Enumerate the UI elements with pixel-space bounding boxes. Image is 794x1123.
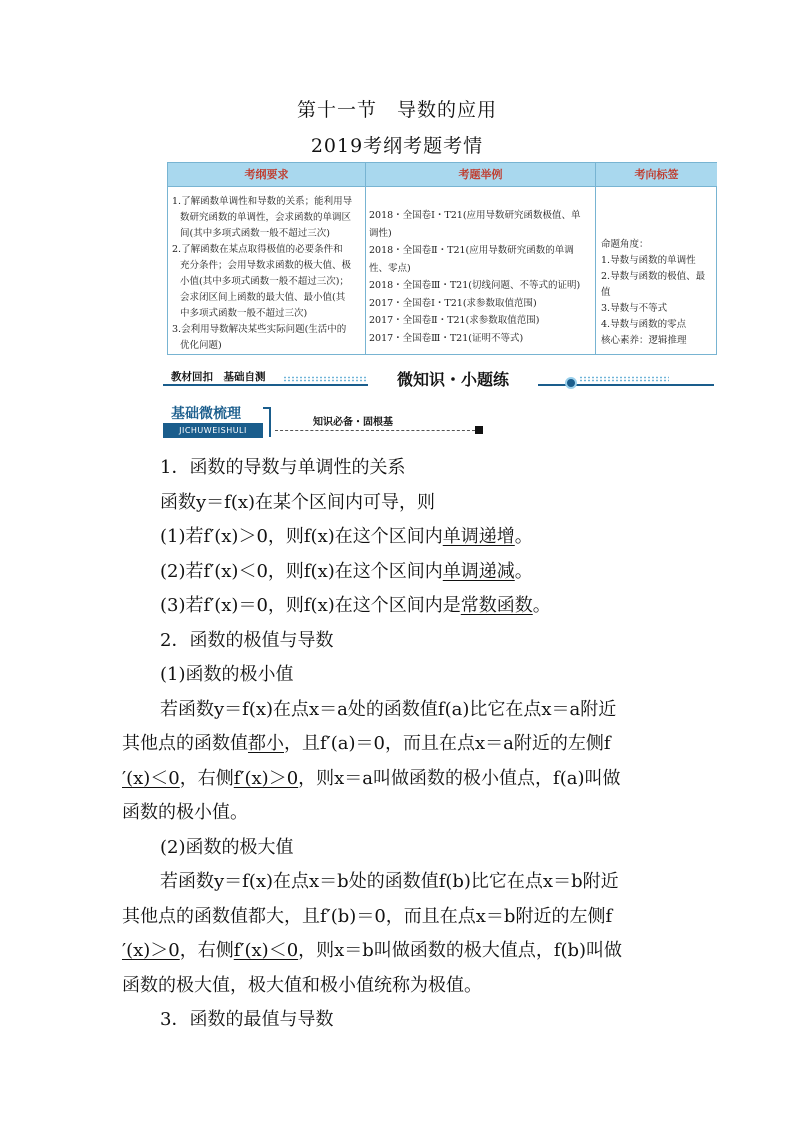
requirement-line: 1.了解函数单调性和导数的关系；能利用导 xyxy=(172,196,353,207)
tag-line: 1.导数与函数的单调性 xyxy=(601,255,696,266)
requirement-line: 中多项式函数一般不超过三次) xyxy=(180,308,308,319)
dashed-rule xyxy=(275,430,475,431)
requirement-line: 小值(其中多项式函数一般不超过三次)； xyxy=(180,276,349,287)
subheading: (1)函数的极小值 xyxy=(160,664,294,685)
dotted-decoration xyxy=(283,376,373,382)
text-span: 。 xyxy=(532,595,551,616)
answer-blank: 单调递减 xyxy=(442,560,515,582)
example-line: 2017・全国卷Ⅰ・T21(求参数取值范围) xyxy=(369,297,537,309)
section-title: 基础微梳理 xyxy=(171,406,241,422)
text-span: ，右侧 xyxy=(179,940,234,961)
answer-blank: f′(x)＞0 xyxy=(233,767,299,789)
text-span: 。 xyxy=(514,560,533,582)
text-span: (2)若f′(x)＜0，则f(x)在这个区间内 xyxy=(160,560,443,582)
bracket-decoration xyxy=(263,407,271,437)
heading-3: 3．函数的最值与导数 xyxy=(160,1009,334,1030)
text-span: 其他点的函数值 xyxy=(122,733,248,754)
example-line: 性、零点) xyxy=(369,262,411,274)
section-banner xyxy=(163,368,714,398)
example-line: 2018・全国卷Ⅲ・T21(切线问题、不等式的证明) xyxy=(369,280,581,291)
answer-blank: 都小 xyxy=(248,733,284,754)
requirement-line: 数研究函数的单调性，会求函数的单调区 xyxy=(180,212,352,223)
text-span: (1)若f′(x)＞0，则f(x)在这个区间内 xyxy=(160,526,443,547)
paragraph xyxy=(122,934,682,969)
banner-left-label: 教材回扣 基础自测 xyxy=(171,369,272,384)
example-line: 2017・全国卷Ⅱ・T21(求参数取值范围) xyxy=(369,315,540,326)
paragraph: 其他点的函数值都大，且f′(b)＝0，而且在点x＝b附近的左侧f xyxy=(122,905,613,927)
table-header-tags: 考向标签 xyxy=(596,163,717,186)
square-marker-icon xyxy=(475,426,483,434)
text-span: (3)若f′(x)＝0，则f(x)在这个区间内是 xyxy=(160,595,461,616)
paragraph xyxy=(122,762,682,797)
paragraph: 函数y＝f(x)在某个区间内可导，则 xyxy=(160,491,436,513)
body-text xyxy=(122,451,682,1038)
paragraph: 若函数y＝f(x)在点x＝a处的函数值f(a)比它在点x＝a附近 xyxy=(160,698,617,720)
page-subtitle: 2019考纲考题考情 xyxy=(310,135,484,157)
banner-title: 微知识・小题练 xyxy=(368,366,538,394)
paragraph: 若函数y＝f(x)在点x＝b处的函数值f(b)比它在点x＝b附近 xyxy=(160,871,619,892)
paragraph xyxy=(122,555,682,590)
example-line: 2018・全国卷Ⅰ・T21(应用导数研究函数极值、单 xyxy=(369,210,581,221)
circle-bullet-icon xyxy=(565,377,577,389)
section-badge xyxy=(163,405,271,439)
paragraph: 函数的极大值，极大值和极小值统称为极值。 xyxy=(122,974,482,996)
tag-line: 命题角度： xyxy=(601,239,649,250)
paragraph xyxy=(122,727,682,762)
example-line: 2017・全国卷Ⅲ・T21(证明不等式) xyxy=(369,332,524,344)
requirement-line: 2.了解函数在某点取得极值的必要条件和 xyxy=(172,244,343,255)
tag-line: 核心素养：逻辑推理 xyxy=(601,335,687,346)
requirement-line: 优化问题) xyxy=(180,340,222,351)
example-line: 2018・全国卷Ⅱ・T21(应用导数研究函数的单调 xyxy=(369,245,574,256)
requirement-line: 3.会利用导数解决某些实际问题(生活中的 xyxy=(172,324,347,335)
text-span: ，右侧 xyxy=(179,767,234,789)
answer-blank: ′(x)＜0 xyxy=(122,767,180,789)
example-line: 调性) xyxy=(369,227,392,239)
requirement-line: 充分条件；会用导数求函数的极大值、极 xyxy=(180,260,352,271)
text-span: 。 xyxy=(514,526,533,547)
dotted-decoration xyxy=(579,376,669,382)
text-span: ，则x＝a叫做函数的极小值点，f(a)叫做 xyxy=(298,767,621,789)
section-pinyin: JICHUWEISHULI xyxy=(163,423,263,438)
tag-line: 2.导数与函数的极值、最值 xyxy=(601,271,706,298)
section-tag: 知识必备・固根基 xyxy=(313,417,393,428)
section-header xyxy=(163,405,483,439)
answer-blank: f′(x)＜0 xyxy=(233,940,299,961)
subheading: (2)函数的极大值 xyxy=(160,836,294,858)
requirement-line: 会求闭区间上函数的最大值、最小值(其 xyxy=(180,292,346,303)
page-title: 第十一节 导数的应用 xyxy=(296,99,497,121)
examples-cell xyxy=(369,187,594,354)
paragraph xyxy=(122,589,682,624)
text-span: ，则x＝b叫做函数的极大值点，f(b)叫做 xyxy=(298,940,623,961)
answer-blank: 常数函数 xyxy=(460,595,533,616)
table-header-requirements: 考纲要求 xyxy=(168,163,365,186)
table-header-examples: 考题举例 xyxy=(366,163,595,186)
answer-blank: 单调递增 xyxy=(442,526,515,547)
tags-cell xyxy=(601,187,713,354)
paragraph: 函数的极小值。 xyxy=(122,802,248,823)
tag-line: 4.导数与函数的零点 xyxy=(601,319,687,330)
requirement-line: 间(其中多项式函数一般不超过三次) xyxy=(180,228,330,239)
requirements-cell xyxy=(172,187,364,354)
answer-blank: ′(x)＞0 xyxy=(122,940,180,961)
paragraph xyxy=(122,520,682,555)
text-span: ，且f′(a)＝0，而且在点x＝a附近的左侧f xyxy=(284,733,611,754)
exam-table xyxy=(167,162,717,355)
heading-1: 1．函数的导数与单调性的关系 xyxy=(160,457,406,478)
tag-line: 3.导数与不等式 xyxy=(601,303,668,314)
heading-2: 2．函数的极值与导数 xyxy=(160,629,334,651)
